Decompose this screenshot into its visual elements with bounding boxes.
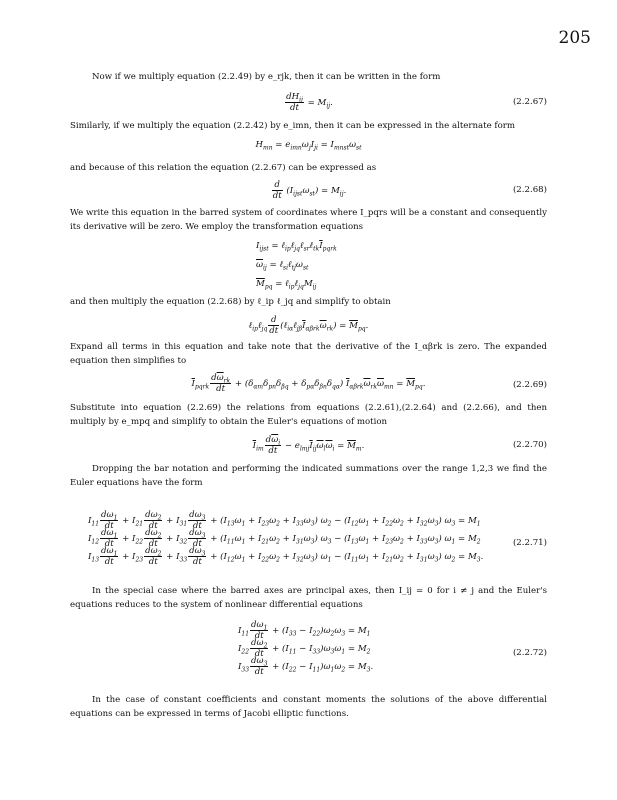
paragraph-8: Dropping the bar notation and performing the indicated summations over the range 1,2,3 we find the Euler equations have the form (70, 464, 547, 488)
paragraph-2: Similarly, if we multiply the equation (2.2.42) by e_imn, then it can be expressed in the alternate form (70, 121, 516, 131)
equation-number-2-2-71: (2.2.71) (512, 538, 547, 548)
equation-number-2-2-70: (2.2.70) (512, 440, 547, 450)
equation-2-2-70: $\overline{I}_{im}$ $\frac{d\overline{\omega}_i}{dt}$ − $e_{lmj}\overline{I}_{ij}\overline{\omega}_l\overline{\omega}_i = \overline{M}_m$. (252, 435, 365, 456)
equation-2-2-69: $\overline{I}_{pqrk}$ $\frac{d\overline{\omega}_{rk}}{dt}$ + $(\delta_{\alpha m}\delta_{pn}\delta_{\beta q} + \delta_{p\alpha}\delta_{\beta n}\delta_{q\alpha}) \overline{I}_{\alpha\beta rk}\overline{\omega}_{rk}\overline{\omega}_{mn} = \overline{M}_{pq}$. (191, 373, 426, 394)
paragraph-10: In the case of constant coefficients and constant moments the solutions of the above differential equations can be expressed in terms of Jacobi elliptic functions. (70, 695, 547, 719)
equation-2-2-67: $\frac{dH_{ij}}{dt}$ = $M_{ij}$. (286, 92, 333, 113)
equation-2-2-72: $I_{11}$ $\frac{d\omega_1}{dt}$ + $(I_{33} - I_{22})\omega_2\omega_3 = M_1$ $I_{22}$ $\frac{d\omega_2}{dt}$ + $(I_{11} - I_{33})\omega_3\omega_1 = M_2$ $I_{33}$ $\frac{d\omega_3}{dt}$ + $(I_{22} - I_{11})\omega_1\omega_2 = M_3$. (238, 620, 374, 677)
paragraph-9: In the special case where the barred axes are principal axes, then I_ij = 0 for i ≠ j and the Euler's equations reduces to the system of nonlinear differential equations (70, 586, 547, 610)
equation-2-2-71: $I_{11}$ $\frac{d\omega_1}{dt}$ + $I_{21}$ $\frac{d\omega_2}{dt}$ + $I_{31}$ $\frac{d\omega_3}{dt}$ + $(I_{13}\omega_1 + I_{23}\omega_2 + I_{33}\omega_3) \omega_2 - (I_{12}\omega_1 + I_{22}\omega_2 + I_{32}\omega_3) \omega_3 = M_1$ $I_{12}$ $\frac{d\omega_1}{dt}$ + $I_{22}$ $\frac{d\omega_2}{dt}$ + $I_{32}$ $\frac{d\omega_3}{dt}$ + $(I_{11}\omega_1 + I_{21}\omega_2 + I_{31}\omega_3) \omega_3 - (I_{13}\omega_1 + I_{23}\omega_2 + I_{33}\omega_3) \omega_1 = M_2$ $I_{13}$ $\frac{d\omega_1}{dt}$ + $I_{23}$ $\frac{d\omega_2}{dt}$ + $I_{33}$ $\frac{d\omega_3}{dt}$ + $(I_{12}\omega_1 + I_{22}\omega_2 + I_{32}\omega_3) \omega_1 - (I_{11}\omega_1 + I_{21}\omega_2 + I_{31}\omega_3) \omega_2 = M_3$. (88, 510, 484, 567)
equation-number-2-2-72: (2.2.72) (512, 648, 547, 658)
equation-h-mn: $H_{mn} = e_{imn}\omega_jI_{ji} = I_{mnst}\omega_{st}$ (255, 140, 362, 152)
paragraph-5: and then multiply the equation (2.2.68) by ℓ_ip ℓ_jq and simplify to obtain (70, 297, 391, 307)
paragraph-7: Substitute into equation (2.2.69) the relations from equations (2.2.61),(2.2.64) and (2.2.66), and then multiply by e_mpq and simplify to obtain the Euler's equations of motion (70, 403, 547, 427)
page-number: 205 (558, 28, 591, 48)
paragraph-1: Now if we multiply equation (2.2.49) by e_rjk, then it can be written in the form (92, 72, 441, 82)
transformation-equations: $I_{ijst}$ = $\ell_{ip}\ell_{jq}\ell_{sr}\ell_{tk}\overline{I}_{pqrk}$ $\overline{\omega}_{ij}$ = $\ell_{si}\ell_{tj}\omega_{st}$ $\overline{M}_{pq}$ = $\ell_{ip}\ell_{jq}M_{ij}$ (256, 241, 337, 291)
paragraph-3: and because of this relation the equation (2.2.67) can be expressed as (70, 163, 377, 173)
paragraph-6: Expand all terms in this equation and take note that the derivative of the I_αβrk is zero. The expanded equation then simplifies to (70, 342, 547, 366)
equation-barred-derivative: ℓ$_{ip}$ℓ$_{jq}$ $\frac{d}{dt}$ $(\ell_{i\alpha}\ell_{j\beta}\overline{I}_{\alpha\beta rk}\overline{\omega}_{rk}) = \overline{M}_{pq}$. (248, 315, 369, 336)
equation-number-2-2-69: (2.2.69) (512, 380, 547, 390)
equation-number-2-2-68: (2.2.68) (512, 185, 547, 195)
equation-2-2-68: $\frac{d}{dt}$ $(I_{ijst}\omega_{st}) = M_{ij}$. (272, 180, 347, 201)
equation-number-2-2-67: (2.2.67) (512, 97, 547, 107)
paragraph-4: We write this equation in the barred system of coordinates where I_pqrs will be a constant and consequently its derivative will be zero. We employ the transformation equations (70, 208, 547, 232)
